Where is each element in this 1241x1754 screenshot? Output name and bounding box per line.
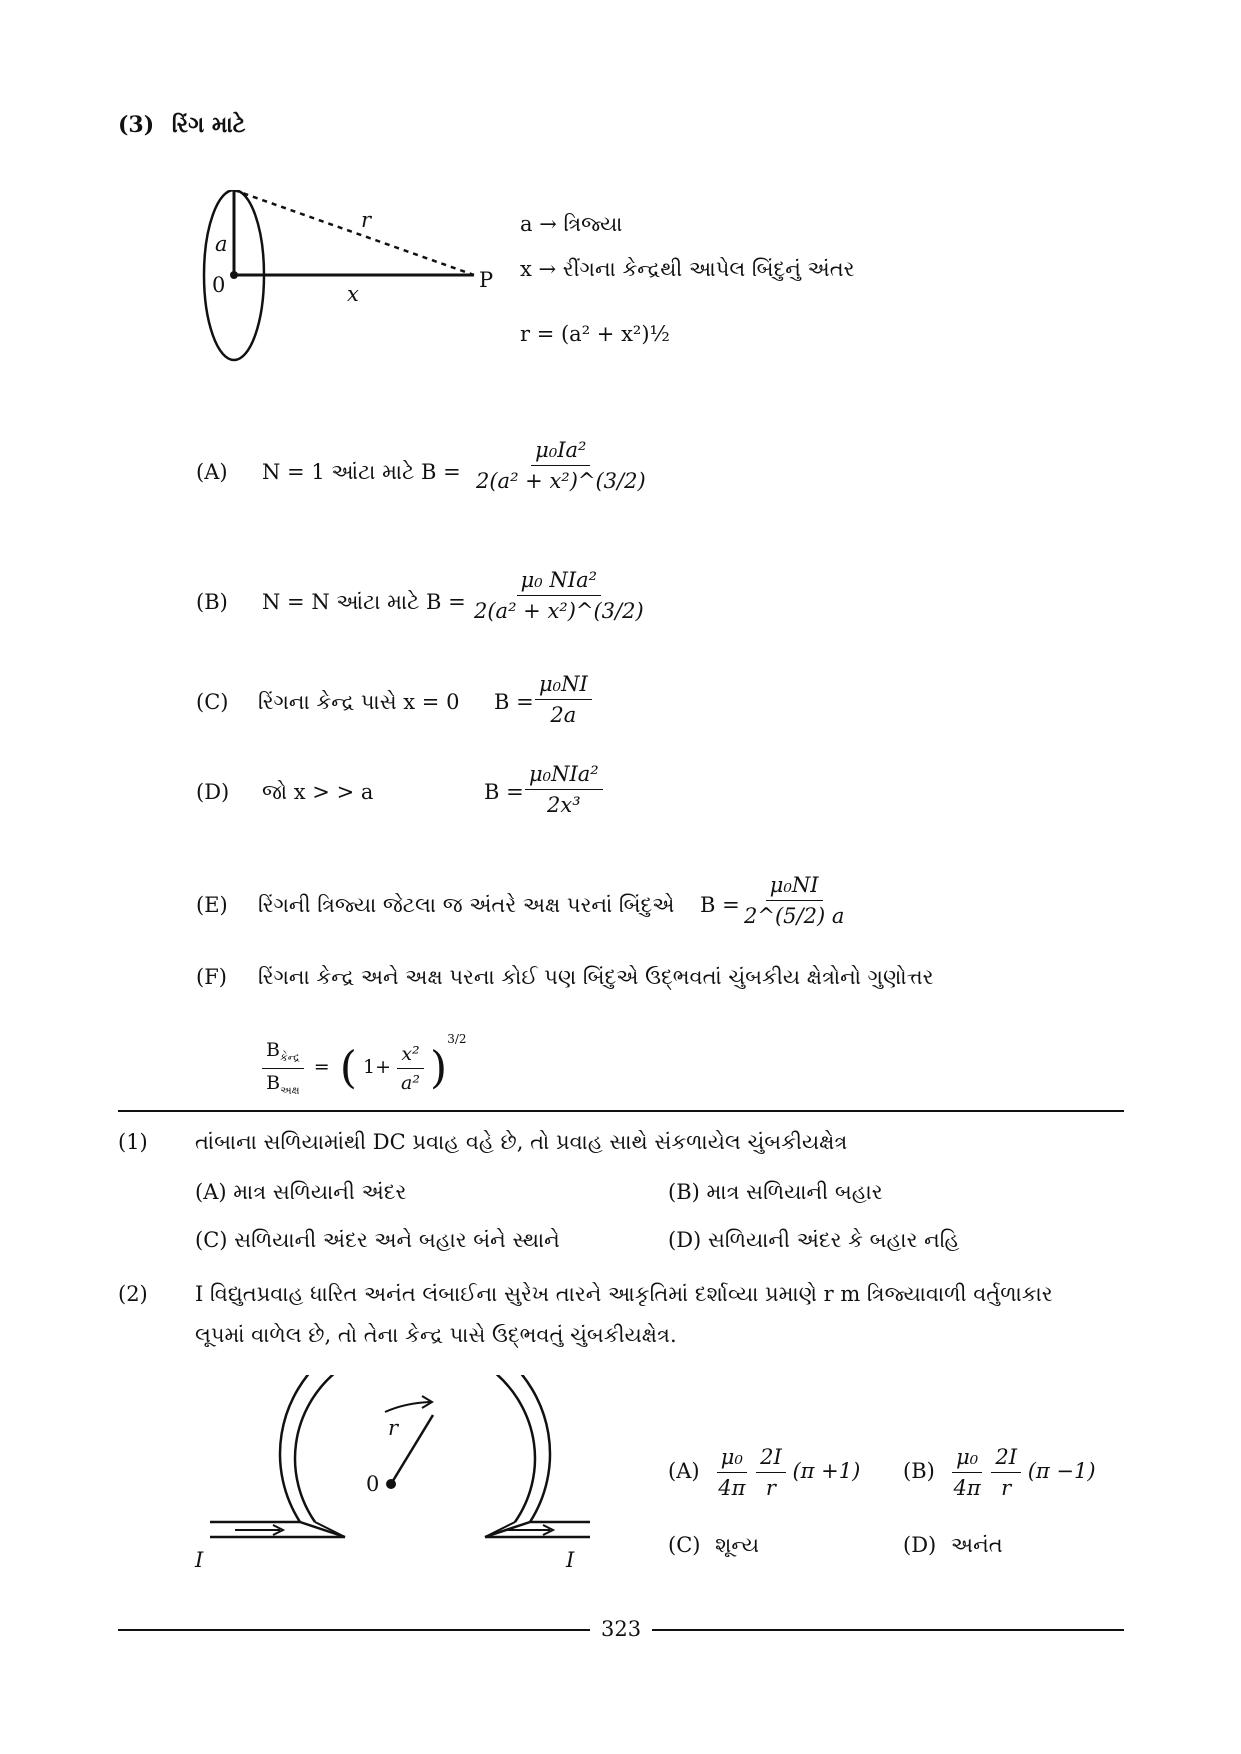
page-number: 323 (601, 1617, 642, 1641)
ratio-a2: a² (401, 1071, 420, 1094)
q2-b-f2-den: r (1001, 1476, 1012, 1500)
ratio-num-sub: કેન્દ્ર (279, 1050, 300, 1064)
q1-option-c[interactable]: (C) સળિયાની અંદર અને બહાર બંને સ્થાને (195, 1228, 560, 1252)
section-heading (118, 112, 246, 138)
case-e-text: રિંગની ત્રિજ્યા જેટલા જ અંતરે અક્ષ પરનાં બિંદુએ (258, 893, 675, 917)
q2-a-f2-num: 2I (756, 1445, 786, 1473)
q2-option-d-key: (D) (903, 1533, 937, 1557)
q1-number: (1) (118, 1130, 148, 1154)
section-number: (3) (118, 112, 155, 138)
divider-top (118, 1110, 1124, 1112)
q2-a-f1-den: 4π (718, 1476, 746, 1500)
q2-text-line1: I વિદ્યુતપ્રવાહ ધારિત અનંત લંબાઈના સુરેખ તારને આકૃતિમાં દર્શાવ્યા પ્રમાણે r m ત્રિજ્યાવાળી વર્તુળાકાર (195, 1282, 1053, 1306)
case-d-lhs: B = (484, 780, 524, 804)
ratio-num: B (266, 1038, 280, 1061)
case-d-den: 2x³ (547, 793, 581, 817)
footer-rule-right (652, 1629, 1124, 1631)
case-f-text: રિંગના કેન્દ્ર અને અક્ષ પરના કોઈ પણ બિંદુએ ઉદ્‌ભવતાં ચુંબકીય ક્ષેત્રોનો ગુણોત્તર (258, 965, 934, 989)
ratio-one: 1+ (362, 1056, 391, 1078)
case-c-key: (C) (196, 690, 229, 714)
q2-option-c-key: (C) (668, 1533, 701, 1557)
case-e-den: 2^(5/2) a (744, 904, 845, 928)
loop-label-i-right: I (566, 1548, 575, 1572)
ring-label-P: P (479, 268, 494, 292)
q2-option-b[interactable] (903, 1445, 1096, 1500)
ring-label-a: a (215, 232, 228, 256)
case-e-num: μ₀NI (766, 873, 823, 901)
case-a-den: 2(a² + x²)^(3/2) (476, 469, 646, 493)
ring-diagram (190, 190, 510, 370)
q1-option-d[interactable]: (D) સળિયાની અંદર કે બહાર નહિ (668, 1228, 960, 1252)
ratio-formula: $\frac{B_{કેન્દ્ર}}{B_{અક્ષ}}$ = ( 1+ $\frac{\text{x²}}{\text{a²}}$ )$^{3/2}$ (262, 1032, 467, 1097)
ring-label-x: x (347, 282, 359, 306)
footer-rule-left (118, 1629, 590, 1631)
case-c-den: 2a (550, 703, 577, 727)
case-c-fraction (535, 672, 592, 727)
loop-label-r: r (388, 1416, 399, 1440)
section-title: રિંગ માટે (171, 112, 246, 138)
case-d-text: જો x > > a (262, 780, 374, 804)
q1-option-b[interactable]: (B) માત્ર સળિયાની બહાર (668, 1180, 883, 1204)
case-b-key: (B) (196, 590, 228, 614)
case-b-text: N = N આંટા માટે B = (262, 590, 466, 614)
case-b-fraction (470, 568, 648, 623)
ratio-x2: x² (397, 1043, 423, 1069)
case-a-num: μ₀Ia² (531, 438, 590, 466)
loop-diagram (205, 1375, 595, 1575)
q2-number: (2) (118, 1282, 148, 1306)
legend-a: a → ત્રિજ્યા (520, 212, 623, 236)
q2-option-c-text: શૂન્ય (715, 1533, 760, 1557)
case-e-key: (E) (196, 893, 228, 917)
loop-label-0: 0 (366, 1472, 380, 1496)
case-e-lhs: B = (700, 893, 740, 917)
q2-b-tail: (π −1) (1027, 1459, 1096, 1483)
case-d-fraction (525, 762, 603, 817)
ring-label-r: r (361, 208, 372, 232)
case-d-key: (D) (196, 780, 230, 804)
case-a-key: (A) (196, 460, 228, 484)
loop-label-i-left: I (195, 1548, 204, 1572)
ratio-exp: 3/2 (447, 1032, 467, 1046)
case-a-text: N = 1 આંટા માટે B = (262, 460, 461, 484)
hypotenuse-dashed (234, 190, 474, 275)
case-f-key: (F) (196, 965, 227, 989)
q1-option-a[interactable]: (A) માત્ર સળિયાની અંદર (195, 1180, 407, 1204)
q2-a-tail: (π +1) (792, 1459, 861, 1483)
case-a-fraction (472, 438, 650, 493)
q2-a-f2-den: r (765, 1476, 776, 1500)
q2-b-f1-num: μ₀ (952, 1445, 982, 1473)
legend-x: x → રીંગના કેન્દ્રથી આપેલ બિંદુનું અંતર (520, 257, 855, 281)
q2-b-f1-den: 4π (953, 1476, 981, 1500)
case-c-lhs: B = (494, 690, 534, 714)
legend-r: r = (a² + x²)½ (520, 322, 670, 346)
case-c-text: રિંગના કેન્દ્ર પાસે x = 0 (258, 690, 460, 714)
q2-b-f2-num: 2I (991, 1445, 1021, 1473)
q2-option-c[interactable] (668, 1533, 759, 1558)
q2-option-a[interactable] (668, 1445, 860, 1500)
case-b-den: 2(a² + x²)^(3/2) (474, 599, 644, 623)
center-dot (230, 271, 238, 279)
q2-option-b-key: (B) (903, 1459, 935, 1483)
case-d-num: μ₀NIa² (525, 762, 603, 790)
ring-label-0: 0 (212, 273, 226, 297)
case-e-fraction (740, 873, 848, 928)
case-c-num: μ₀NI (535, 672, 592, 700)
q2-option-a-key: (A) (668, 1459, 700, 1483)
q2-option-d-text: અનંત (950, 1533, 1003, 1557)
q2-option-d[interactable] (903, 1533, 1003, 1558)
q2-a-f1-num: μ₀ (717, 1445, 747, 1473)
case-b-num: μ₀ NIa² (517, 568, 601, 596)
q1-text: તાંબાના સળિયામાંથી DC પ્રવાહ વહે છે, તો પ્રવાહ સાથે સંકળાયેલ ચુંબકીયક્ષેત્ર (195, 1130, 848, 1154)
ratio-den-sub: અક્ષ (280, 1083, 300, 1097)
q2-text-line2: લૂપમાં વાળેલ છે, તો તેના કેન્દ્ર પાસે ઉદ્‌ભવતું ચુંબકીયક્ષેત્ર. (195, 1323, 677, 1347)
ratio-den: B (266, 1071, 281, 1094)
